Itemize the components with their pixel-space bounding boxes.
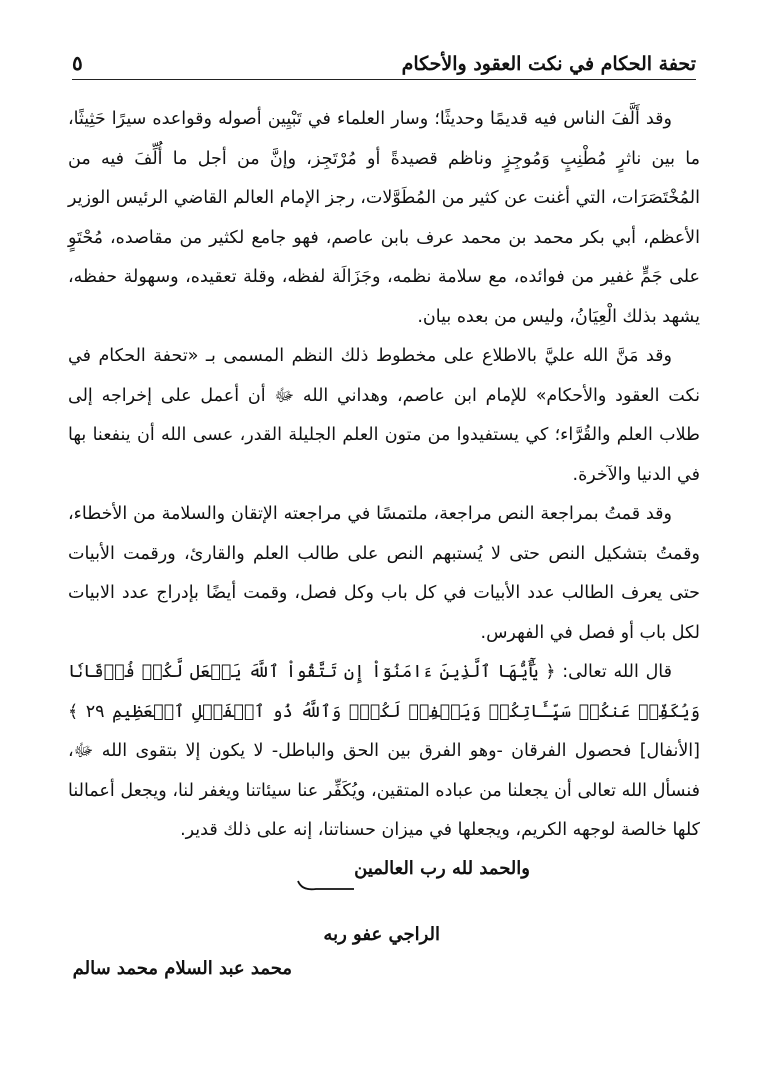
paragraph-4	[68, 653, 700, 851]
paragraph-1: وقد أَلَّفَ الناس فيه قديمًا وحديثًا؛ وسار العلماء في تَبْيِين أصوله وقواعده سيرًا حَثِيثًا، ما بين ناثرٍ مُطْنِبٍ وَمُوجِزٍ وناظم قصيدةً أو مُرْتَجِز، وإنَّ من أجل ما أُلِّفَ فيه من المُخْتَصَرَات، التي أغنت عن كثير من المُطَوَّلات، رجز الإمام العالم القاضي الرئيس الوزير الأعظم، أبي بكر محمد بن محمد عرف بابن عاصم، فهو جامع لكثير من مقاصده، مُحْتَوٍ على جَمٍّ غفير من فوائده، مع سلامة نظمه، وجَزَالَة لفظه، وقلة تعقيده، وسهولة حفظه، يشهد بذلك الْعِيَانُ، وليس من بعده بيان.	[68, 109, 700, 327]
page-number: ٥	[72, 51, 83, 75]
running-title: تحفة الحكام في نكت العقود والأحكام	[401, 53, 696, 75]
paragraph-3: وقد قمتُ بمراجعة النص مراجعة، ملتمسًا في مراجعته الإتقان والسلامة من الأخطاء، وقمتُ بتشكيل النص حتى لا يُستبهم النص على طالب العلم والقارئ، ورقمت الأبيات حتى يعرف الطالب عدد الأبيات في كل باب وكل فصل، وقمت أيضًا بإدراج عدد الابيات لكل باب أو فصل في الفهرس.	[68, 504, 700, 643]
closing-praise: والحمد لله رب العالمين	[354, 858, 530, 879]
paragraph-4-rest: فحصول الفرقان -وهو الفرق بين الحق والباطل- لا يكون إلا بتقوى الله ﷻ، فنسأل الله تعالى أن يجعلنا من عباده المتقين، ويُكَفِّر عنا سيئاتنا ويغفر لنا، ويجعل أعمالنا كلها خالصة لوجهه الكريم، ويجعلها في ميزان حسناتنا، إنه على ذلك قدير.	[68, 741, 700, 840]
body-text	[68, 100, 700, 851]
flourish-line	[296, 877, 356, 893]
author-signature: محمد عبد السلام محمد سالم	[72, 958, 292, 979]
closing-hopeful: الراجي عفو ربه	[323, 924, 440, 945]
running-header	[72, 44, 696, 80]
quran-verse: ﴿ يَٰٓأَيُّهَا ٱلَّذِينَ ءَامَنُوٓاْ إِن تَتَّقُواْ ٱللَّهَ يَجۡعَل لَّكُمۡ فُرۡقَانٗا وَيُكَفِّرۡ عَنكُمۡ سَيِّـَٔاتِكُمۡ وَيَغۡفِرۡ لَكُمۡۗ وَٱللَّهُ ذُو ٱلۡفَضۡلِ ٱلۡعَظِيمِ ٢٩ ﴾	[68, 662, 700, 722]
quran-intro: قال الله تعالى:	[555, 662, 672, 682]
paragraph-2: وقد مَنَّ الله عليَّ بالاطلاع على مخطوط ذلك النظم المسمى بـ «تحفة الحكام في نكت العقود والأحكام» للإمام ابن عاصم، وهداني الله ﷻ أن أعمل على إخراجه إلى طلاب العلم والقُرَّاء؛ كي يستفيدوا من متون العلم الجليلة القدر، عسى الله أن ينفعنا بها في الدنيا والآخرة.	[68, 346, 700, 485]
quran-reference: [الأنفال]	[631, 741, 700, 761]
